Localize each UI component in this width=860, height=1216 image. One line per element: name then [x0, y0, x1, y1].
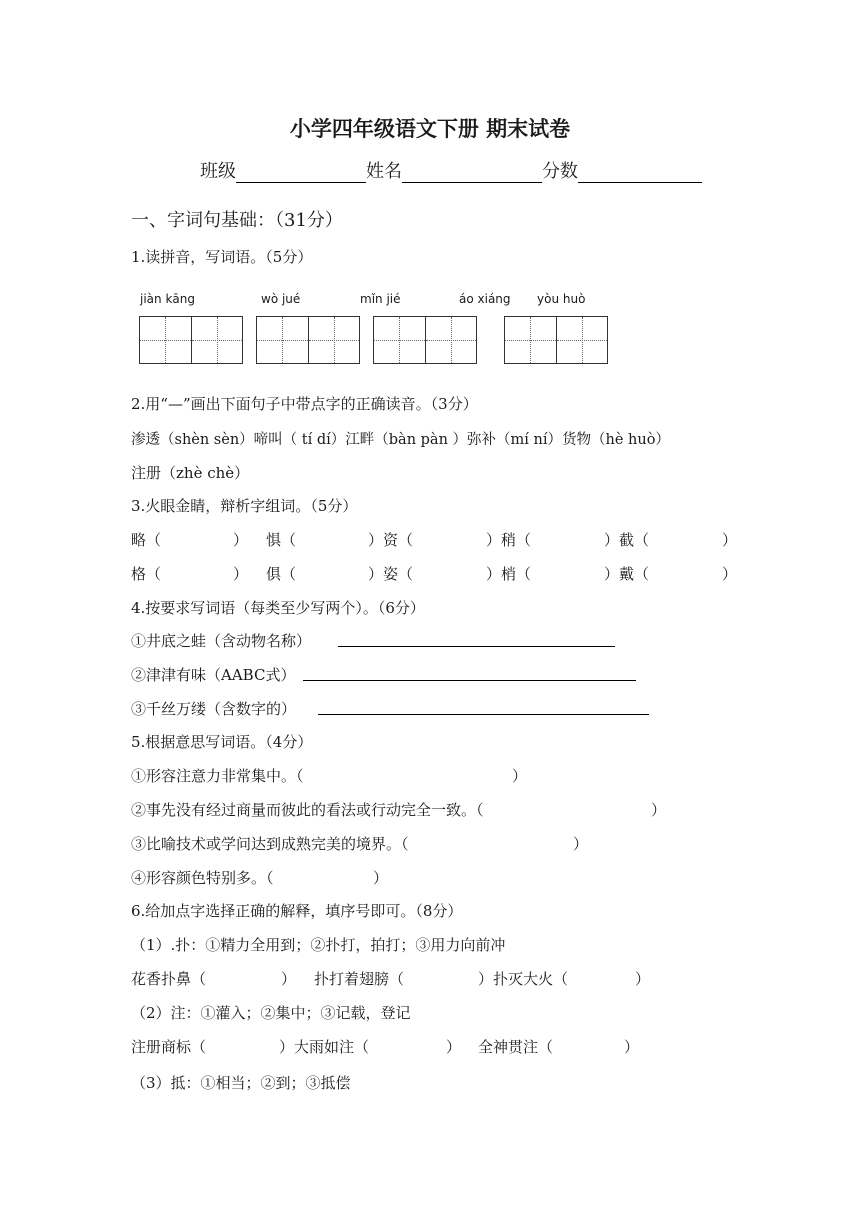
q6-part2-e: ）: [624, 1038, 640, 1056]
q5-item-2: ②事先没有经过商量而彼此的看法或行动完全一致。（: [131, 801, 484, 819]
q6-part2-definitions: （2）注：①灌入；②集中；③记载，登记: [131, 1004, 411, 1022]
q3-row1-a: 略（: [131, 531, 162, 549]
q5-item-1-close: ）: [512, 767, 528, 785]
q4-answer-line-2[interactable]: [303, 680, 636, 681]
class-label: 班级: [200, 161, 236, 182]
q5-item-3-close: ）: [573, 835, 589, 853]
q3-row2-e: ）梢（: [486, 565, 532, 583]
q3-row2-b: ）: [233, 565, 249, 583]
q3-row1-b: ）: [233, 531, 249, 549]
q4-item-1: ①井底之蛙（含动物名称）: [131, 632, 312, 650]
grid-cell[interactable]: [425, 317, 476, 363]
q3-row2-d: ）姿（: [368, 565, 414, 583]
q5-item-4-close: ）: [373, 869, 389, 887]
q6-part1-d: ）扑灭大火（: [478, 970, 569, 988]
grid-cell[interactable]: [140, 317, 191, 363]
q6-part3-definitions: （3）抵：①相当；②到；③抵偿: [131, 1074, 351, 1092]
pinyin-3: mǐn jié: [360, 292, 401, 306]
pinyin-5: yòu huò: [537, 292, 586, 306]
q6-part2-d: 全神贯注（: [478, 1038, 554, 1056]
name-label: 姓名: [366, 161, 402, 182]
q5-item-4: ④形容颜色特别多。（: [131, 869, 274, 887]
q6-part2-b: ）大雨如注（: [279, 1038, 370, 1056]
question-2-line-2: 注册（zhè chè）: [131, 464, 250, 482]
section-heading: 一、字词句基础：（31分）: [131, 210, 343, 231]
q3-row2-g: ）: [722, 565, 738, 583]
q6-part1-c: 扑打着翅膀（: [314, 970, 405, 988]
q3-row1-c: 惧（: [266, 531, 297, 549]
writing-grid-3[interactable]: [373, 316, 477, 364]
question-2-line-1: 渗透（shèn sèn）啼叫（ tí dí）江畔（bàn pàn ）弥补（mí ní）货物（hè huò）: [131, 432, 670, 448]
q6-part1-a: 花香扑鼻（: [131, 970, 207, 988]
q3-row1-g: ）: [722, 531, 738, 549]
q4-item-3: ③千丝万缕（含数字的）: [131, 700, 297, 718]
grid-cell[interactable]: [505, 317, 556, 363]
question-5-heading: 5.根据意思写词语。（4分）: [131, 733, 313, 751]
q4-item-2: ②津津有味（AABC式）: [131, 666, 296, 684]
q3-row1-e: ）稍（: [486, 531, 532, 549]
grid-cell[interactable]: [191, 317, 242, 363]
question-1-heading: 1.读拼音，写词语。（5分）: [131, 248, 313, 266]
question-3-heading: 3.火眼金睛，辩析字组词。（5分）: [131, 497, 358, 515]
pinyin-2: wò jué: [261, 292, 301, 306]
q6-part1-definitions: （1）.扑：①精力全用到；②扑打，拍打；③用力向前冲: [131, 936, 506, 954]
grid-cell[interactable]: [556, 317, 607, 363]
q6-part1-e: ）: [635, 970, 651, 988]
q6-part2-c: ）: [446, 1038, 462, 1056]
question-2-heading: 2.用“—”画出下面句子中带点字的正确读音。（3分）: [131, 395, 478, 413]
q3-row1-d: ）资（: [368, 531, 414, 549]
question-6-heading: 6.给加点字选择正确的解释，填序号即可。（8分）: [131, 902, 463, 920]
grid-cell[interactable]: [257, 317, 308, 363]
q6-part1-b: ）: [281, 970, 297, 988]
q3-row2-c: 俱（: [266, 565, 297, 583]
score-label: 分数: [542, 161, 578, 182]
q4-answer-line-3[interactable]: [318, 714, 649, 715]
grid-cell[interactable]: [374, 317, 425, 363]
writing-grid-2[interactable]: [256, 316, 360, 364]
writing-grid-4[interactable]: [504, 316, 608, 364]
question-4-heading: 4.按要求写词语（每类至少写两个）。（6分）: [131, 599, 425, 617]
q5-item-3: ③比喻技术或学问达到成熟完美的境界。（: [131, 835, 409, 853]
q3-row2-f: ）戴（: [604, 565, 650, 583]
student-info-line: [200, 157, 702, 183]
q4-answer-line-1[interactable]: [338, 646, 615, 647]
q6-part2-a: 注册商标（: [131, 1038, 207, 1056]
score-blank[interactable]: [578, 162, 702, 183]
name-blank[interactable]: [402, 162, 542, 183]
pinyin-1: jiàn kāng: [140, 292, 195, 306]
grid-cell[interactable]: [308, 317, 359, 363]
q3-row2-a: 格（: [131, 565, 162, 583]
page-title: 小学四年级语文下册 期末试卷: [289, 117, 571, 141]
q5-item-1: ①形容注意力非常集中。（: [131, 767, 304, 785]
q3-row1-f: ）截（: [604, 531, 650, 549]
class-blank[interactable]: [236, 162, 366, 183]
writing-grid-1[interactable]: [139, 316, 243, 364]
q5-item-2-close: ）: [651, 801, 667, 819]
pinyin-4: áo xiáng: [459, 292, 511, 306]
